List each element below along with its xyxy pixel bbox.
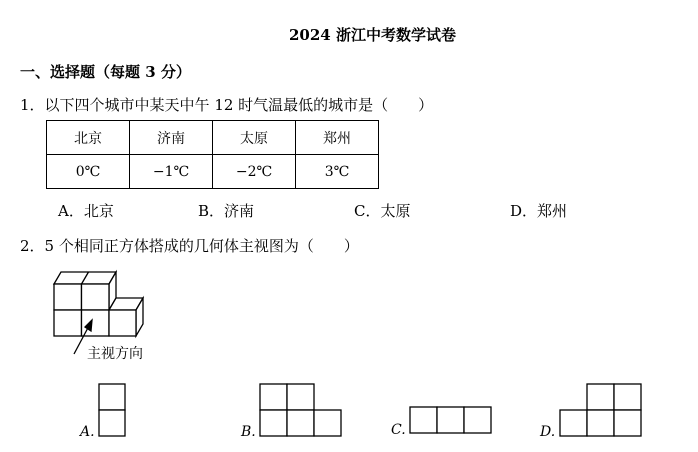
temperature-table (46, 120, 379, 189)
city-cell: 太原 (213, 121, 296, 155)
temp-cell: −2℃ (213, 155, 296, 189)
q2-option-b-letter: B. (241, 424, 256, 440)
exam-title: 2024 浙江中考数学试卷 (289, 26, 456, 44)
q1-option-c[interactable] (354, 200, 411, 221)
option-letter: A． (58, 202, 84, 220)
q2-option-c-letter: C. (391, 422, 406, 438)
q1-option-a[interactable] (58, 200, 114, 221)
q2-option-c-figure[interactable] (409, 405, 493, 437)
option-text: 郑州 (537, 202, 568, 220)
section-heading: 一、选择题（每题 3 分） (20, 63, 191, 81)
q1-option-d[interactable] (510, 200, 567, 221)
option-text: 济南 (224, 202, 255, 220)
view-direction-label: 主视方向 (87, 346, 143, 362)
q1-option-b[interactable] (198, 200, 254, 221)
temp-cell: −1℃ (130, 155, 213, 189)
cube-front-face (109, 310, 136, 336)
q2-option-a-letter: A. (80, 424, 95, 440)
q2-option-a-figure[interactable] (98, 382, 128, 438)
q2-option-d-figure[interactable] (559, 382, 643, 438)
option-text: 北京 (83, 202, 114, 220)
q2-option-b-figure[interactable] (259, 382, 343, 438)
q2-option-d-letter: D. (540, 424, 556, 440)
city-cell: 济南 (130, 121, 213, 155)
city-cell: 郑州 (296, 121, 379, 155)
option-letter: B． (198, 202, 225, 220)
option-text: 太原 (380, 202, 411, 220)
table-row (47, 155, 379, 189)
temp-cell: 0℃ (47, 155, 130, 189)
option-letter: C． (354, 202, 381, 220)
question-1-text: 1．以下四个城市中某天中午 12 时气温最低的城市是（ ） (20, 96, 434, 114)
cube-front-face (54, 284, 82, 310)
option-letter: D． (510, 202, 538, 220)
city-cell: 北京 (47, 121, 130, 155)
question-2-text: 2．5 个相同正方体搭成的几何体主视图为（ ） (20, 237, 359, 255)
cube-front-face (54, 310, 82, 336)
cube-front-face (82, 284, 110, 310)
table-row (47, 121, 379, 155)
temp-cell: 3℃ (296, 155, 379, 189)
